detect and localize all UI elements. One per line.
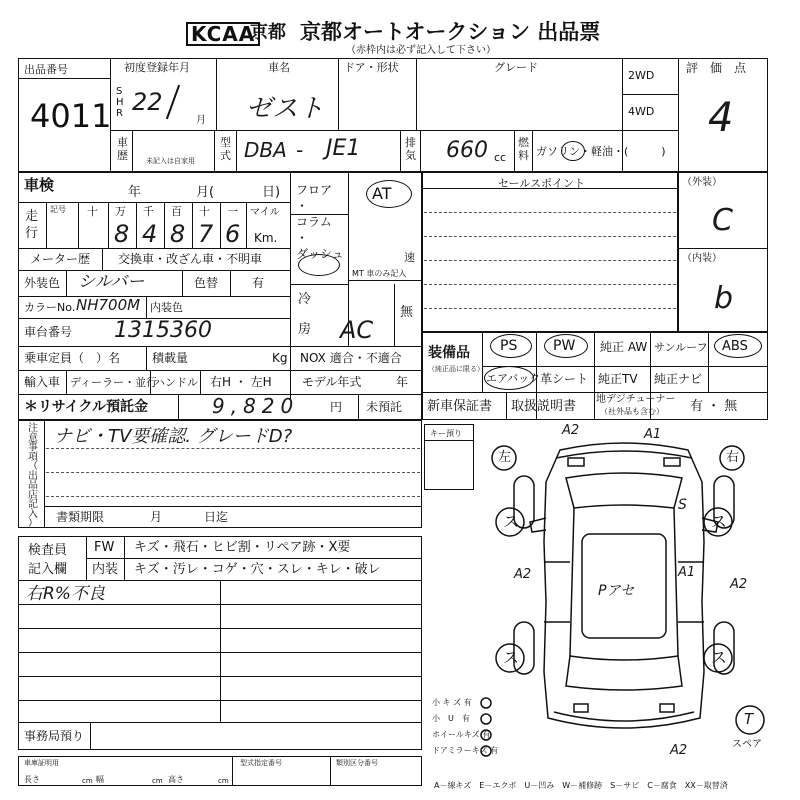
book-month: 月	[150, 510, 163, 524]
era-letters: S H R	[116, 86, 124, 119]
load-label: 積載量	[152, 351, 189, 365]
handle-label: ハンドル	[154, 376, 198, 389]
color-label: 外装色	[24, 276, 61, 290]
first-reg-year: 22	[132, 88, 163, 116]
capacity-label: 乗車定員（ ）名	[24, 351, 121, 365]
digital-tuner-label: 地デジチューナー	[596, 394, 676, 405]
model-code: JE1	[326, 136, 361, 161]
inspector-fw-items: キズ・飛石・ヒビ割・リペア跡・X要	[134, 540, 351, 555]
diagram-right: 右	[726, 450, 740, 465]
score-value: 4	[708, 95, 734, 141]
meter-label: メーター歴	[30, 252, 91, 266]
book-label: 書類期限	[56, 510, 105, 524]
model-year-label: モデル年式	[302, 375, 362, 389]
shaken-month: 月(	[196, 185, 215, 200]
mile-label: マイル	[250, 207, 280, 218]
cc-label: cc	[494, 151, 507, 164]
at-label: AT	[372, 184, 392, 203]
mark-s: S	[678, 497, 687, 513]
chassis-label: 車台番号	[24, 325, 73, 339]
unit-100: 百	[171, 205, 182, 218]
grade-label: グレード	[494, 61, 538, 74]
color-value: シルバー	[78, 272, 145, 292]
first-reg-label: 初度登録年月	[124, 61, 190, 74]
recycle-label: ＊リサイクル預託金	[24, 399, 149, 415]
mark-su-fr: ス	[711, 512, 728, 531]
drive-4wd: 4WD	[628, 105, 655, 118]
exterior-value: C	[712, 203, 733, 238]
footer-cm3: cm	[218, 777, 229, 785]
fuel-circle	[561, 141, 585, 161]
footer-class-no: 類別区分番号	[336, 759, 378, 767]
spare-mark: T	[744, 710, 754, 728]
car-name-label: 車名	[268, 61, 290, 74]
mileage-label: 走 行	[25, 209, 39, 241]
mileage-code-label: 記号	[50, 205, 66, 214]
footer-length: 長さ	[24, 775, 40, 784]
mark-a2-rear: A2	[670, 743, 688, 758]
color-change-value: 有	[252, 276, 265, 290]
speed-label: 速	[404, 251, 415, 264]
tuner-yes-no: 有 ・ 無	[690, 399, 738, 414]
mark-roof: Pアセ	[598, 583, 635, 599]
lot-label: 出品番号	[24, 63, 68, 76]
recycle-status: 未預託	[366, 400, 403, 414]
color-no-label: カラーNo.	[24, 301, 76, 314]
logo: KCAA	[186, 22, 260, 46]
yen-label: 円	[330, 400, 343, 414]
footer-type-no: 型式指定番号	[240, 759, 282, 767]
equip-leather: 革シート	[540, 372, 589, 386]
equip-ps: PS	[500, 338, 518, 354]
handle-options: 右H ・ 左H	[210, 375, 272, 389]
meter-options: 交換車・改ざん車・不明車	[118, 252, 263, 266]
displacement-value: 660	[446, 138, 488, 163]
notes-label: 注 意 事 項 （ 出 品 店 記 入 ）	[28, 423, 38, 529]
month-label: 月	[196, 115, 206, 126]
digital-tuner-note: （社外品も含む）	[600, 407, 664, 416]
shaken-label: 車検	[24, 176, 55, 194]
unit-10000: 万	[115, 205, 126, 218]
mileage-digit-3: 8	[170, 220, 186, 248]
mileage-digit-4: 7	[198, 220, 214, 248]
logo-city: 京都	[250, 22, 286, 43]
unit-1: 一	[227, 205, 238, 218]
ac-value: AC	[340, 316, 374, 344]
inspector-interior-items: キズ・汚レ・コゲ・穴・スレ・キレ・破レ	[134, 562, 381, 577]
header-note: （赤枠内は必ず記入して下さい）	[346, 45, 496, 56]
mark-su-rl: ス	[503, 648, 520, 667]
sales-point-label: セールスポイント	[498, 177, 586, 190]
equip-sunroof: サンルーフ	[654, 341, 708, 354]
footer-height: 高さ	[168, 775, 184, 784]
spare-label: スペア	[732, 739, 762, 750]
mileage-digit-2: 4	[142, 220, 158, 248]
notes-text: ナビ・TV要確認. グレードD?	[54, 426, 293, 447]
book-day: 日迄	[204, 510, 229, 524]
equip-abs: ABS	[722, 339, 748, 354]
page-title: 京都オートオークション 出品票	[300, 20, 601, 44]
nox-label: NOX 適合・不適合	[300, 351, 402, 365]
footer-cm2: cm	[152, 777, 163, 785]
inspector-label: 検査員 記入欄	[28, 543, 68, 577]
mt-note: MT 車のみ記入	[352, 269, 407, 278]
unit-1000: 千	[143, 205, 154, 218]
mark-a2-top: A2	[562, 423, 580, 438]
inspector-fw: FW	[94, 540, 115, 555]
mark-a1-top: A1	[644, 427, 662, 442]
key-label: キー預り	[430, 429, 462, 438]
model-label: 型 式	[220, 136, 231, 162]
office-label: 事務局預り	[24, 729, 85, 743]
equipment-note: （純正品に限る）	[428, 365, 484, 373]
equip-airbag: エアバック	[486, 372, 541, 385]
legend-mirror: ドアミラーキズ 有	[432, 746, 499, 755]
interior-label: （内装）	[682, 253, 722, 264]
floor-label: フロア ・ コラム ・ ダッシュ	[296, 183, 344, 261]
mark-a2-right: A2	[730, 577, 748, 592]
chassis-value: 1315360	[114, 318, 212, 343]
shaken-day: 日)	[262, 185, 281, 200]
footer-width: 幅	[96, 775, 104, 784]
mark-su-fl: ス	[503, 512, 520, 531]
mark-a1-right: A1	[678, 565, 696, 580]
mileage-digit-1: 8	[114, 220, 130, 248]
mileage-digit-5: 6	[225, 220, 241, 248]
equip-navi: 純正ナビ	[654, 372, 703, 386]
history-label: 車 歴	[117, 136, 128, 162]
equipment-label: 装備品	[428, 345, 470, 361]
score-label: 評 価 点	[686, 61, 747, 75]
mark-a2-left: A2	[514, 567, 532, 582]
interior-color-label: 内装色	[150, 301, 183, 314]
drive-2wd: 2WD	[628, 69, 655, 82]
model-prefix: DBA	[244, 138, 287, 162]
dealer-label: ディーラー・並行	[70, 376, 158, 389]
lot-number: 4011	[30, 97, 112, 135]
mark-su-rr: ス	[711, 648, 728, 667]
ac-label: 冷 房	[298, 292, 312, 337]
fuel-label: 燃 料	[518, 136, 529, 162]
dash-circle	[298, 254, 340, 276]
ac-none: 無	[400, 305, 414, 320]
legend-wheel: ホイールキズ 有	[432, 730, 491, 739]
manual-label: 取扱説明書	[511, 399, 577, 414]
car-name: ゼスト	[246, 94, 325, 124]
unit-10-0: 十	[87, 205, 98, 218]
recycle-value: 9,820	[212, 394, 300, 418]
footer-dim-label: 車庫証明用	[24, 759, 59, 767]
diagram-left: 左	[498, 450, 512, 465]
color-no-value: NH700M	[76, 296, 141, 314]
interior-value: b	[714, 281, 734, 316]
inspector-remark: 右R%不良	[26, 584, 105, 604]
warranty-label: 新車保証書	[427, 399, 493, 414]
model-dash: -	[296, 138, 304, 162]
history-note: 未記入は自家用	[146, 157, 195, 165]
unit-10: 十	[199, 205, 210, 218]
equip-pw: PW	[553, 338, 576, 354]
exterior-label: （外装）	[682, 177, 722, 188]
displacement-label: 排 気	[405, 136, 416, 162]
shaken-year: 年	[128, 185, 142, 200]
kg-label: Kg	[272, 351, 288, 365]
equip-tv: 純正TV	[598, 372, 638, 386]
legend-u: 小 U 有	[432, 714, 470, 723]
model-year-unit: 年	[396, 375, 409, 389]
damage-key-legend: A－線キズ E－エクボ U－凹み W－補修跡 S－サビ C－腐食 XX－取替済	[434, 781, 728, 790]
legend-small: 小 キ ズ 有	[432, 698, 472, 707]
color-change-label: 色替	[194, 276, 219, 290]
inspector-interior: 内装	[92, 562, 119, 577]
footer-cm1: cm	[82, 777, 93, 785]
door-label: ドア・形状	[344, 61, 399, 74]
import-label: 輸入車	[24, 375, 61, 389]
fuel-options: ガソリン・軽油・( )	[536, 145, 666, 158]
km-label: Km.	[254, 231, 278, 245]
equip-aw: 純正 AW	[600, 340, 648, 354]
